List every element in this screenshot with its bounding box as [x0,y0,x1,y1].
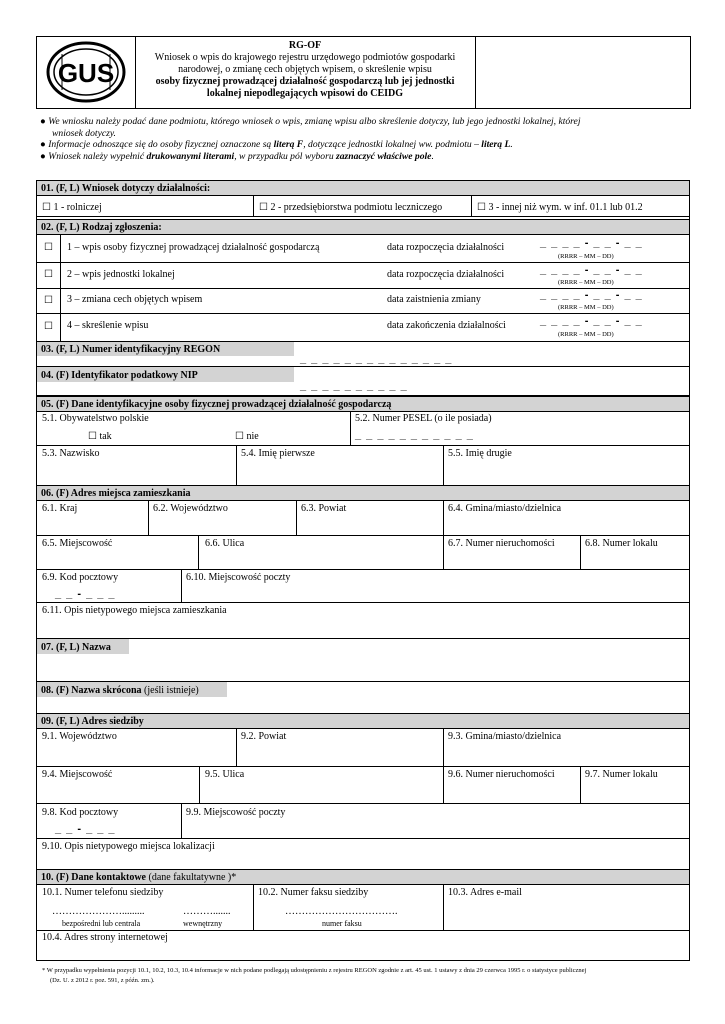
hq-commune-field[interactable]: 9.3. Gmina/miasto/dzielnica [448,731,562,742]
title-line-2: narodowej, o zmianę cech objętych wpisem, o skreślenie wpisu [178,64,432,75]
commune-field[interactable]: 6.4. Gmina/miasto/dzielnica [448,503,562,514]
website-field[interactable]: 10.4. Adres strony internetowej [42,932,168,943]
country-field[interactable]: 6.1. Kraj [42,503,78,514]
postal-code-label: 6.9. Kod pocztowy [42,572,119,583]
activity-option-3[interactable]: ☐ 3 - innej niż wym. w inf. 01.1 lub 01.2 [477,202,643,213]
request-date-input-3[interactable]: _ _ _ _ - _ _ - _ _ [540,289,643,301]
svg-text:GUS: GUS [57,58,115,88]
citizenship-label: 5.1. Obywatelstwo polskie [42,413,149,424]
fax-input[interactable]: ……………………………. [285,906,398,917]
hq-street-field[interactable]: 9.5. Ulica [205,769,245,780]
section-02-header: 02. (F, L) Rodzaj zgłoszenia: [36,219,690,235]
date-format-hint: (RRRR – MM – DD) [558,304,614,311]
instructions: ● We wniosku należy podać dane podmiotu, którego wniosek o wpis, zmianę wpisu albo skreślenie dotyczy, lub jego jednostki lokalnej, której wniosek dotyczy. ● Informacje odnoszące się do osoby fizycznej oznaczone są literą F, dotyczące jednostki lokalnej ww. podmiotu – literą L. ● Wniosek należy wypełnić drukowanymi literami, w przypadku pól wyboru zaznaczyć właściwe pole. [40,116,581,162]
request-checkbox-2[interactable]: ☐ [44,269,53,280]
fax-label: 10.2. Numer faksu siedziby [258,887,369,898]
citizenship-yes[interactable]: ☐ tak [88,431,112,442]
request-label-3: 3 – zmiana cech objętych wpisem [67,294,203,305]
date-format-hint: (RRRR – MM – DD) [558,279,614,286]
section-03-title: 03. (F, L) Numer identyfikacyjny REGON [41,344,221,355]
request-date-input-1[interactable]: _ _ _ _ - _ _ - _ _ [540,237,643,249]
section-08-title: 08. (F) Nazwa skrócona (jeśli istnieje) [41,685,199,696]
section-01-header: 01. (F, L) Wniosek dotyczy działalności: [36,180,690,196]
citizenship-no[interactable]: ☐ nie [235,431,259,442]
email-field[interactable]: 10.3. Adres e-mail [448,887,522,898]
short-name-field[interactable] [37,698,689,713]
phone-main-input[interactable]: …………………......... [52,906,145,917]
section-06-header: 06. (F) Adres miejsca zamieszkania [36,485,690,501]
surname-field[interactable]: 5.3. Nazwisko [42,448,100,459]
phone-main-hint: bezpośredni lub centrala [62,919,141,928]
section-04-title: 04. (F) Identyfikator podatkowy NIP [41,370,198,381]
voivodeship-field[interactable]: 6.2. Województwo [153,503,228,514]
post-town-field[interactable]: 6.10. Miejscowość poczty [186,572,291,583]
street-field[interactable]: 6.6. Ulica [205,538,245,549]
title-line-4: lokalnej niepodlegających wpisowi do CEIDG [206,88,404,99]
activity-option-2[interactable]: ☐ 2 - przedsiębiorstwa podmiotu leczniczego [259,202,443,213]
second-name-field[interactable]: 5.5. Imię drugie [448,448,512,459]
request-checkbox-4[interactable]: ☐ [44,321,53,332]
atypical-location-field[interactable]: 9.10. Opis nietypowego miejsca lokalizacji [42,841,215,852]
date-format-hint: (RRRR – MM – DD) [558,253,614,260]
building-number-field[interactable]: 6.7. Numer nieruchomości [448,538,555,549]
pesel-label: 5.2. Numer PESEL (o ile posiada) [355,413,492,424]
phone-ext-input[interactable]: ………....... [183,906,231,917]
hq-county-field[interactable]: 9.2. Powiat [241,731,287,742]
fax-hint: numer faksu [322,919,362,928]
phone-label: 10.1. Numer telefonu siedziby [42,887,164,898]
footnote: * W przypadku wypełnienia pozycji 10.1, 10.2, 10.3, 10.4 informacje w nich podane podlegają udostępnieniu z rejestru REGON zgodnie z art. 45 ust. 1 ustawy z dnia 29 czerwca 1995 r. o statystyce publicznej (Dz. U. z 2012 r. poz. 591, z późn. zm.). [42,967,587,984]
section-09-header: 09. (F, L) Adres siedziby [36,713,690,729]
request-date-label-3: data zaistnienia zmiany [387,294,481,305]
gus-logo [44,40,128,104]
apartment-number-field[interactable]: 6.8. Numer lokalu [585,538,658,549]
request-checkbox-1[interactable]: ☐ [44,242,53,253]
form-code: RG-OF [288,40,322,51]
hq-postal-code-label: 9.8. Kod pocztowy [42,807,119,818]
request-date-label-4: data zakończenia działalności [387,320,506,331]
title-line-1: Wniosek o wpis do krajowego rejestru urzędowego podmiotów gospodarki [154,52,456,63]
request-label-4: 4 – skreślenie wpisu [67,320,149,331]
request-label-2: 2 – wpis jednostki lokalnej [67,269,175,280]
request-date-input-4[interactable]: _ _ _ _ - _ _ - _ _ [540,315,643,327]
section-07-title: 07. (F, L) Nazwa [41,642,111,653]
section-10-header: 10. (F) Dane kontaktowe (dane fakultatywne )* [36,869,690,885]
request-date-label-1: data rozpoczęcia działalności [387,242,505,253]
locality-field[interactable]: 6.5. Miejscowość [42,538,113,549]
request-checkbox-3[interactable]: ☐ [44,295,53,306]
regon-input[interactable]: _ _ _ _ _ _ _ _ _ _ _ _ _ _ [300,353,453,365]
header-title [137,40,473,100]
atypical-residence-field[interactable]: 6.11. Opis nietypowego miejsca zamieszkania [42,605,227,616]
hq-locality-field[interactable]: 9.4. Miejscowość [42,769,113,780]
hq-apartment-number-field[interactable]: 9.7. Numer lokalu [585,769,658,780]
section-05-header: 05. (F) Dane identyfikacyjne osoby fizycznej prowadzącej działalność gospodarczą [36,396,690,412]
pesel-input[interactable]: _ _ _ _ _ _ _ _ _ _ _ [355,429,474,441]
hq-post-town-field[interactable]: 9.9. Miejscowość poczty [186,807,286,818]
title-line-3: osoby fizycznej prowadzącej działalność gospodarczą lub jej jednostki [155,76,455,87]
activity-option-1[interactable]: ☐ 1 - rolniczej [42,202,102,213]
name-field[interactable] [37,655,689,681]
date-format-hint: (RRRR – MM – DD) [558,331,614,338]
hq-voivodeship-field[interactable]: 9.1. Województwo [42,731,117,742]
nip-input[interactable]: _ _ _ _ _ _ _ _ _ _ [300,380,408,392]
hq-building-number-field[interactable]: 9.6. Numer nieruchomości [448,769,555,780]
postal-code-input[interactable]: _ _ - _ _ _ [55,588,116,600]
phone-ext-hint: wewnętrzny [183,919,223,928]
county-field[interactable]: 6.3. Powiat [301,503,347,514]
request-date-input-2[interactable]: _ _ _ _ - _ _ - _ _ [540,264,643,276]
first-name-field[interactable]: 5.4. Imię pierwsze [241,448,315,459]
request-label-1: 1 – wpis osoby fizycznej prowadzącej działalność gospodarczą [67,242,320,253]
request-date-label-2: data rozpoczęcia działalności [387,269,505,280]
hq-postal-code-input[interactable]: _ _ - _ _ _ [55,823,116,835]
